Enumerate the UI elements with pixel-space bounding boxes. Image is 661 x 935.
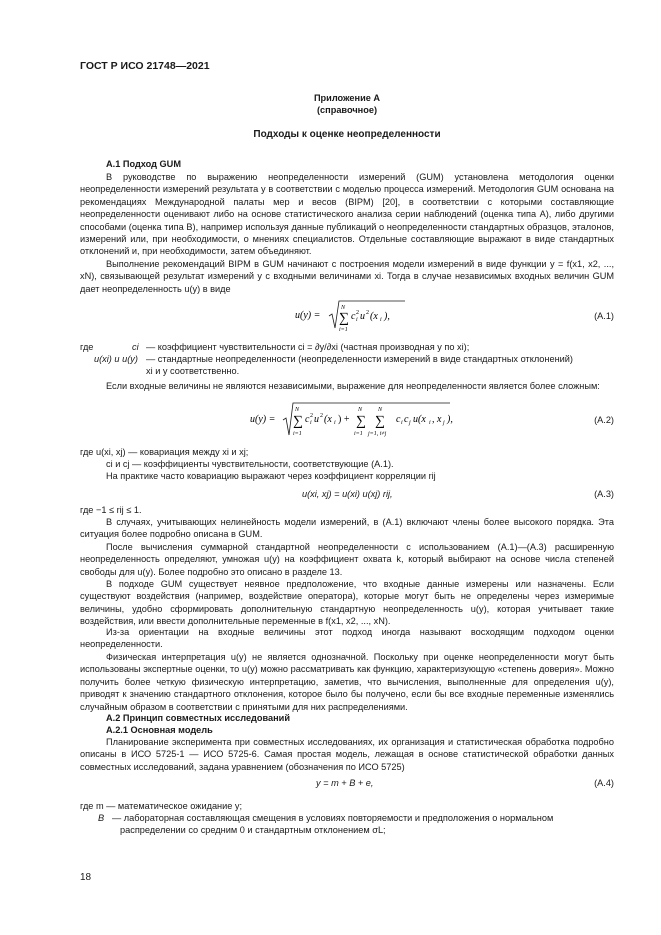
where-block-4-m: где m — математическое ожидание y; — [80, 801, 243, 811]
svg-text:c: c — [351, 311, 356, 322]
document-header: ГОСТ Р ИСО 21748—2021 — [80, 60, 210, 72]
where-block-2-b: ci и cj — коэффициенты чувствительности, соответствующие (А.1). — [106, 459, 394, 469]
formula-a1 — [80, 298, 614, 334]
correlation-range: где −1 ≤ rij ≤ 1. — [80, 505, 142, 515]
formula-a2-expression — [250, 400, 530, 440]
where-desc-ci: — коэффициент чувствительности ci = ∂y/∂xi (частная производная y по xi); — [146, 342, 470, 352]
a2-paragraph-1: Планирование эксперимента при совместных исследованиях, их организация и статистическая обработка подробно описаны в ИСО 5725-1 — ИСО 5725-6. Самая простая модель, лежащая в основе статистической обработки данных совместных исследований, задана уравнением (обозначения по ИСО 5725) — [80, 737, 614, 772]
where-desc-u: — стандартные неопределенности (неопределенности измерений в виде стандартных отклонений) — [146, 354, 573, 364]
where-desc-b-2: распределении со средним 0 и стандартным отклонением σL; — [120, 825, 386, 835]
formula-a1-number: (А.1) — [594, 311, 614, 321]
appendix-heading: Подходы к оценке неопределенности — [253, 129, 441, 140]
svg-text:i=1: i=1 — [354, 431, 363, 437]
svg-text:u(x: u(x — [413, 414, 426, 425]
formula-a3 — [80, 488, 614, 504]
svg-text:∑: ∑ — [339, 311, 349, 326]
formula-a1-expression — [295, 298, 475, 334]
svg-text:(x: (x — [370, 311, 378, 322]
svg-text:c: c — [404, 414, 409, 425]
section-a2-title: А.2 Принцип совместных исследований — [106, 713, 290, 723]
svg-text:∑: ∑ — [375, 414, 385, 429]
svg-text:j=1, i≠j: j=1, i≠j — [368, 431, 387, 437]
svg-text:i: i — [310, 420, 312, 426]
a1-paragraph-3: Если входные величины не являются независимыми, выражение для неопределенности является более сложным: — [106, 381, 600, 391]
svg-text:2: 2 — [366, 310, 369, 316]
where-term-ci: ci — [132, 342, 139, 352]
svg-text:i: i — [401, 420, 403, 426]
section-a1-title: А.1 Подход GUM — [106, 159, 181, 169]
svg-text:N: N — [341, 305, 346, 311]
a1-paragraph-4: На практике часто ковариацию выражают через коэффициент корреляции rij — [106, 471, 436, 481]
formula-a3-expression: u(xi, xj) = u(xi) u(xj) rij, — [302, 489, 393, 499]
svg-text:j: j — [409, 420, 411, 426]
appendix-title: Приложение А — [313, 93, 381, 103]
formula-a4 — [80, 777, 614, 793]
svg-text:, x: , x — [432, 414, 442, 425]
svg-text:u(y) =: u(y) = — [250, 414, 276, 425]
svg-text:∑: ∑ — [356, 414, 366, 429]
formula-a4-expression: y = m + B + e, — [316, 778, 374, 788]
svg-text:i=1: i=1 — [293, 431, 302, 437]
where-term-b: B — [98, 813, 105, 823]
svg-text:u: u — [314, 414, 319, 425]
svg-text:c: c — [396, 414, 401, 425]
svg-text:N: N — [358, 407, 363, 413]
formula-a4-number: (А.4) — [594, 778, 614, 788]
where-term-u: u(xi) и u(y) — [94, 354, 138, 364]
svg-text:N: N — [295, 407, 300, 413]
a1-paragraph-1: В руководстве по выражению неопределенности измерений (GUM) установлена методология оценки неопределенности измерений результата y в соответствии с моделью процесса измерений. Методология GUM основана на рекомендациях Международной палаты мер и весов (BIPM) [20], в соответствии с которыми составляющие неопределенности оценивают либо на основе статистического анализа серии наблюдений (оценка типа А), либо другими способами (оценка типа В), например используя данные публикаций о неопределенности стандартных образцов, эталонов, измерений или, при необходимости, о мнениях специалистов. Отдельные составляющие выражают в виде стандартных отклонений и, при необходимости, затем объединяют. — [80, 172, 614, 257]
svg-text:u(y) =: u(y) = — [295, 310, 321, 321]
svg-text:) +: ) + — [338, 414, 350, 425]
svg-text:j: j — [443, 420, 445, 426]
svg-text:i: i — [356, 317, 358, 323]
svg-text:i: i — [380, 317, 382, 323]
where-desc-b: — лабораторная составляющая смещения в условиях повторяемости и предположения о нормальном — [112, 813, 554, 823]
appendix-subtitle: (справочное) — [316, 105, 377, 115]
svg-text:N: N — [378, 407, 383, 413]
svg-text:i: i — [334, 420, 336, 426]
formula-a2-number: (А.2) — [594, 415, 614, 425]
where-block-1 — [80, 341, 614, 377]
a1-paragraph-2: Выполнение рекомендаций BIPM в GUM начинают с построения модели измерений в виде функции y = f(x1, x2, ..., xN), связывающей результат измерений y с входными величинами xi. Тогда в случае независимых входных величин GUM дает неопределенность u(y) в виде — [80, 259, 614, 294]
formula-a3-number: (А.3) — [594, 489, 614, 499]
a1-paragraph-5: В случаях, учитывающих нелинейность модели измерений, в (А.1) включают члены более высокого порядка. Эта ситуация более подробно описана в GUM. — [80, 517, 614, 540]
where-block-2-a: где u(xi, xj) — ковариация между xi и xj; — [80, 447, 249, 457]
svg-text:∑: ∑ — [293, 414, 303, 429]
page-number: 18 — [80, 872, 92, 883]
a1-paragraph-8: Из-за ориентации на входные величины этот подход иногда называют восходящим подходом оценки неопределенности. — [80, 627, 614, 650]
a1-paragraph-6: После вычисления суммарной стандартной неопределенности с использованием (А.1)—(А.3) расширенную неопределенность определяют, умножая u(y) на коэффициент охвата k, который выбирают на основе числа степеней свободы для u(y). Более подробно это описано в разделе 13. — [80, 542, 614, 577]
svg-text:),: ), — [447, 414, 453, 425]
formula-a2 — [80, 400, 614, 440]
svg-text:c: c — [305, 414, 310, 425]
svg-text:2: 2 — [320, 413, 323, 419]
where-desc-u-2: xi и y соответственно. — [146, 366, 240, 376]
where-label: где — [80, 342, 94, 352]
svg-text:2: 2 — [310, 413, 313, 419]
svg-text:2: 2 — [356, 310, 359, 316]
a1-paragraph-7: В подходе GUM существует неявное предположение, что входные данные измерены или назначены. Если существуют воздействия (например, воздействие оператора), которые могут быть не определены через измеримые величины, удобно сформировать дополнительную стандартную неопределенность u(y), которая учитывает такие воздействия, или ввести дополнительные переменные в f(x1, x2, ..., xN). — [80, 579, 614, 627]
svg-text:(x: (x — [324, 414, 332, 425]
where-block-4-b — [80, 812, 614, 838]
section-a2-1-title: А.2.1 Основная модель — [106, 725, 213, 735]
svg-text:),: ), — [384, 311, 390, 322]
svg-text:i: i — [429, 420, 431, 426]
svg-text:i=1: i=1 — [339, 327, 348, 333]
svg-text:u: u — [360, 311, 365, 322]
a1-paragraph-9: Физическая интерпретация u(y) не является однозначной. Поскольку при оценке неопределенности могут быть использованы экспертные оценки, то u(y) можно рассматривать как функцию, характеризующую «степень доверия». Можно получить более четкую физическую интерпретацию, заметив, что вычисления, выполненные для определения u(y), приводят к значению стандартного отклонения, которое было бы получено, если бы все входные переменные изменялись случайным образом в соответствии с принятыми для них распределениями. — [80, 652, 614, 712]
